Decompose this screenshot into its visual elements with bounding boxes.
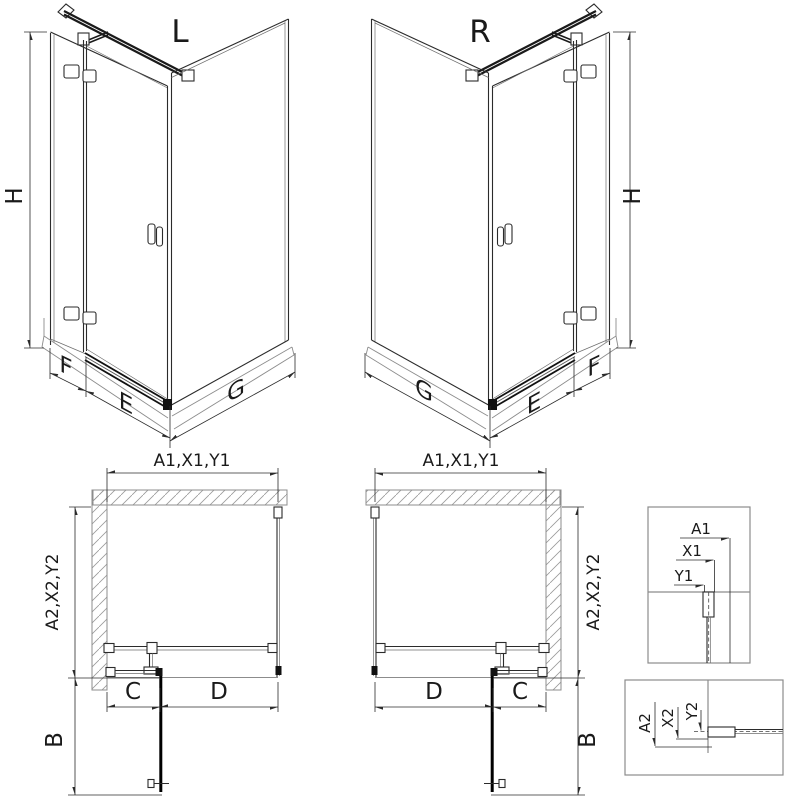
plan-left-dim-swing: B	[42, 732, 68, 748]
plan-view-left	[68, 468, 287, 795]
iso-left-dim-height: H	[2, 187, 28, 205]
detail-width-dim-inner: Y1	[674, 567, 694, 585]
detail-depth-dim-inner: Y2	[683, 701, 701, 721]
iso-right-dim-door: E	[526, 385, 542, 421]
plan-view-right	[366, 468, 585, 795]
iso-left-dim-fixed: F	[59, 349, 73, 383]
detail-depth-wall-profile	[708, 727, 735, 737]
plan-left-dim-fixed: C	[124, 679, 142, 705]
iso-left-version-label: L	[171, 14, 189, 50]
iso-right-dim-fixed: F	[587, 349, 601, 383]
plan-left-wall-side	[92, 490, 107, 690]
iso-right-dim-height: H	[620, 187, 646, 205]
iso-view-left	[24, 4, 295, 448]
plan-right-dim-fixed: C	[511, 679, 529, 705]
plan-right-dim-width: A1,X1,Y1	[422, 451, 500, 471]
detail-width-dim-mid: X1	[682, 542, 702, 560]
plan-right-wall-top	[366, 490, 560, 505]
detail-width-dim-outer: A1	[691, 520, 711, 538]
plan-left-wall-top	[93, 490, 287, 505]
detail-depth-dim-outer: A2	[636, 713, 654, 733]
iso-left-dim-side: G	[227, 371, 245, 409]
iso-view-right	[365, 4, 636, 448]
detail-depth-dim-mid: X2	[659, 708, 677, 728]
plan-right-wall-side	[546, 490, 561, 690]
labels	[2, 14, 711, 748]
iso-right-dim-side: G	[415, 371, 433, 409]
plan-left-dim-depth: A2,X2,Y2	[43, 553, 63, 631]
plan-left-dim-width: A1,X1,Y1	[153, 451, 231, 471]
plan-right-dim-depth: A2,X2,Y2	[584, 553, 604, 631]
iso-left-geometry	[24, 4, 295, 448]
iso-right-geometry	[365, 4, 636, 448]
plan-right-dim-swing: B	[575, 732, 601, 748]
iso-left-dim-door: E	[118, 385, 134, 421]
plan-left-dim-door: D	[210, 679, 228, 705]
plan-right-dim-door: D	[425, 679, 443, 705]
iso-right-version-label: R	[469, 14, 491, 50]
